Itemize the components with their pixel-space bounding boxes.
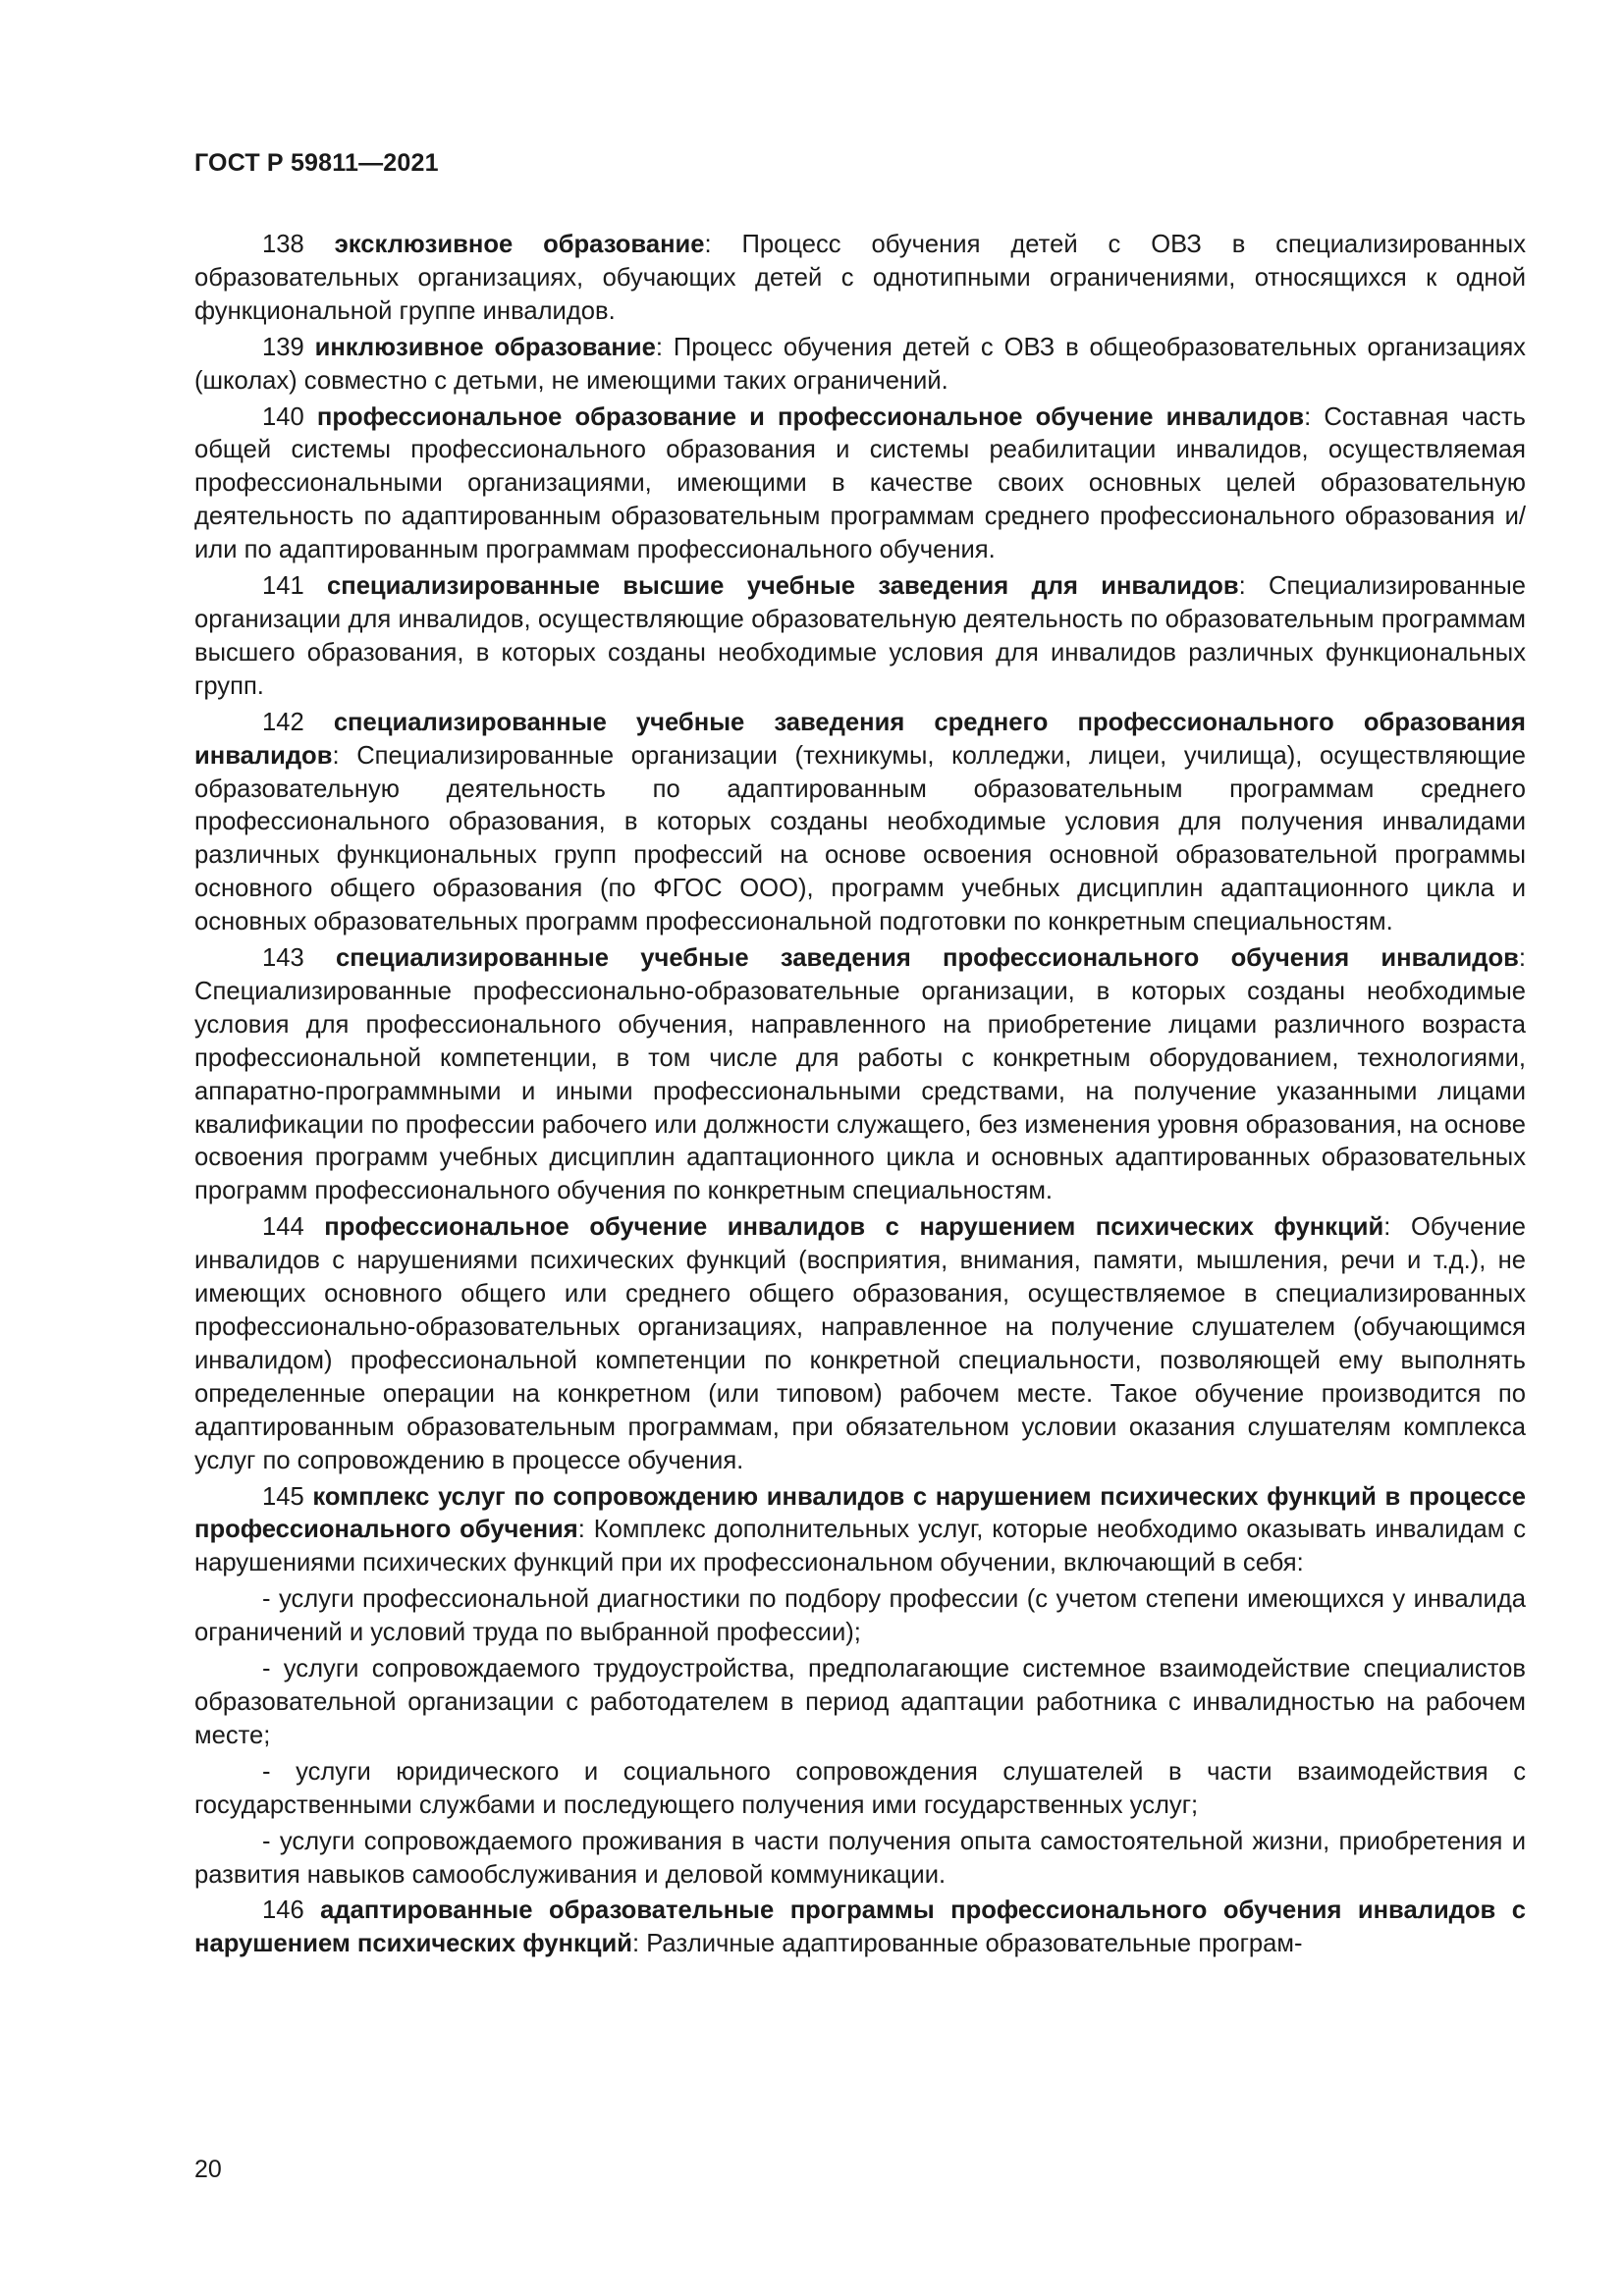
term-title: эксклюзивное образование [334,231,705,258]
term-number: 146 [262,1896,304,1925]
term-number: 145 [262,1482,304,1511]
term-title: специализированные высшие учебные заведения для инвалидов [327,572,1239,601]
term-entry: 141 специализированные высшие учебные заведения для инвалидов: Специализированные организации для инвалидов, осуществляющие образовательную деятельность по образовательным программам высшего образования, в которых созданы необходимые условия для инвалидов различных функциональных групп. [194,572,1526,700]
term-number: 142 [262,708,304,736]
term-entry: 146 адаптированные образовательные программы профессионального обучения инвалидов с нарушением психических функций: Различные адаптированные образовательные програм- [194,1896,1526,1958]
term-number: 140 [262,402,304,431]
document-header: ГОСТ Р 59811—2021 [194,149,439,177]
term-entry: 140 профессиональное образование и профессиональное обучение инвалидов: Составная часть общей системы профессионального образования и системы реабилитации инвалидов, осуществляемая профессиональными организациями, имеющими в качестве своих основных целей образовательную деятельность по адаптированным образовательным программам среднего профессионального образования и/или по адаптированным программам профессионального обучения. [194,402,1526,564]
term-definition: Процесс обучения детей с ОВЗ в специализированных образовательных организациях, обучающих детей с однотипными ограничениями, относящихся к одной функциональной группе инвалидов. [194,231,1526,325]
term-entry: 138 эксклюзивное образование: Процесс обучения детей с ОВЗ в специализированных образовательных организациях, обучающих детей с однотипными ограничениями, относящихся к одной функциональной группе инвалидов. [194,231,1526,325]
list-item: - услуги сопровождаемого проживания в части получения опыта самостоятельной жизни, приобретения и развития навыков самообслуживания и деловой коммуникации. [194,1827,1526,1889]
term-title: комплекс услуг по сопровождению инвалидов с нарушением психических функций в процессе профессионального обучения [194,1482,1526,1544]
page-number: 20 [194,2156,222,2183]
term-number: 143 [262,944,304,973]
term-definition: Специализированные организации для инвалидов, осуществляющие образовательную деятельность по образовательным программам высшего образования, в которых созданы необходимые условия для инвалидов различных функциональных групп. [194,572,1526,700]
term-definition: Различные адаптированные образовательные програм- [646,1930,1303,1958]
term-title: профессиональное образование и профессиональное обучение инвалидов [316,402,1305,431]
term-entry: 145 комплекс услуг по сопровождению инвалидов с нарушением психических функций в процессе профессионального обучения: Комплекс дополнительных услуг, которые необходимо оказывать инвалидам с нарушениями психических функций при их профессиональном обучении, включающий в себя: [194,1482,1526,1577]
term-title: специализированные учебные заведения среднего профессионального образования инвалидов [194,708,1526,770]
term-entry: 144 профессиональное обучение инвалидов с нарушением психических функций: Обучение инвалидов с нарушениями психических функций (восприятия, внимания, памяти, мышления, речи и т.д.), не имеющих основного общего или среднего общего образования, осуществляемое в специализированных профессионально-образовательных организациях, направленное на получение слушателем (обучающимся инвалидом) профессиональной компетенции по конкретной специальности, позволяющей ему выполнять определенные операции на конкретном (или типовом) рабочем месте. Такое обучение производится по адаптированным образовательным программам, при обязательном условии оказания слушателям комплекса услуг по сопровождению в процессе обучения. [194,1213,1526,1474]
document-body [194,226,1526,1961]
term-definition: Процесс обучения детей с ОВЗ в общеобразовательных организациях (школах) совместно с детьми, не имеющими таких ограничений. [194,333,1526,395]
term-definition: Специализированные организации (техникумы, колледжи, лицеи, училища), осуществляющие образовательную деятельность по адаптированным образовательным программам среднего профессионального образования, в которых созданы необходимые условия для получения инвалидами различных функциональных групп профессий на основе освоения основной образовательной программы основного общего образования (по ФГОС ООО), программ учебных дисциплин адаптационного цикла и основных образовательных программ профессиональной подготовки по конкретным специальностям. [194,741,1526,936]
term-entry: 143 специализированные учебные заведения профессионального обучения инвалидов: Специализированные профессионально-образовательные организации, в которых созданы необходимые условия для профессионального обучения, направленного на приобретение лицами различного возраста профессиональной компетенции, в том числе для работы с конкретным оборудованием, технологиями, аппаратно-программными и иными профессиональными средствами, на получение указанными лицами квалификации по профессии рабочего или должности служащего, без изменения уровня образования, на основе освоения программ учебных дисциплин адаптационного цикла и основных адаптированных образовательных программ профессионального обучения по конкретным специальностям. [194,944,1526,1205]
list-item: - услуги сопровождаемого трудоустройства, предполагающие системное взаимодействие специалистов образовательной организации с работодателем в период адаптации работника с инвалидностью на рабочем месте; [194,1655,1526,1749]
term-title: специализированные учебные заведения профессионального обучения инвалидов [336,944,1519,973]
term-number: 141 [262,572,304,601]
term-title: профессиональное обучение инвалидов с нарушением психических функций [324,1213,1384,1242]
term-definition: Специализированные профессионально-образовательные организации, в которых созданы необходимые условия для профессионального обучения, направленного на приобретение лицами различного возраста профессиональной компетенции, в том числе для работы с конкретным оборудованием, технологиями, аппаратно-программными и иными профессиональными средствами, на получение указанными лицами квалификации по профессии рабочего или должности служащего, без изменения уровня образования, на основе освоения программ учебных дисциплин адаптационного цикла и основных адаптированных образовательных программ профессионального обучения по конкретным специальностям. [194,977,1526,1205]
term-definition: Комплекс дополнительных услуг, которые необходимо оказывать инвалидам с нарушениями психических функций при их профессиональном обучении, включающий в себя: [194,1516,1526,1577]
list-item: - услуги профессиональной диагностики по подбору профессии (с учетом степени имеющихся у инвалида ограничений и условий труда по выбранной профессии); [194,1585,1526,1647]
term-definition: Обучение инвалидов с нарушениями психических функций (восприятия, внимания, памяти, мышления, речи и т.д.), не имеющих основного общего или среднего общего образования, осуществляемое в специализированных профессионально-образовательных организациях, направленное на получение слушателем (обучающимся инвалидом) профессиональной компетенции по конкретной специальности, позволяющей ему выполнять определенные операции на конкретном (или типовом) рабочем месте. Такое обучение производится по адаптированным образовательным программам, при обязательном условии оказания слушателям комплекса услуг по сопровождению в процессе обучения. [194,1213,1526,1474]
term-title: инклюзивное образование [314,333,656,361]
term-entry: 142 специализированные учебные заведения среднего профессионального образования инвалидов: Специализированные организации (техникумы, колледжи, лицеи, училища), осуществляющие образовательную деятельность по адаптированным образовательным программам среднего профессионального образования, в которых созданы необходимые условия для получения инвалидами различных функциональных групп профессий на основе освоения основной образовательной программы основного общего образования (по ФГОС ООО), программ учебных дисциплин адаптационного цикла и основных образовательных программ профессиональной подготовки по конкретным специальностям. [194,708,1526,936]
term-number: 138 [262,231,304,258]
list-item: - услуги юридического и социального сопровождения слушателей в части взаимодействия с государственными службами и последующего получения ими государственных услуг; [194,1757,1526,1819]
term-number: 139 [262,333,304,361]
term-definition: Составная часть общей системы профессионального образования и системы реабилитации инвалидов, осуществляемая профессиональными организациями, имеющими в качестве своих основных целей образовательную деятельность по адаптированным образовательным программам среднего профессионального образования и/или по адаптированным программам профессионального обучения. [194,402,1526,564]
term-entry: 139 инклюзивное образование: Процесс обучения детей с ОВЗ в общеобразовательных организациях (школах) совместно с детьми, не имеющими таких ограничений. [194,333,1526,395]
term-number: 144 [262,1213,304,1242]
term-title: адаптированные образовательные программы профессионального обучения инвалидов с нарушением психических функций [194,1896,1526,1958]
